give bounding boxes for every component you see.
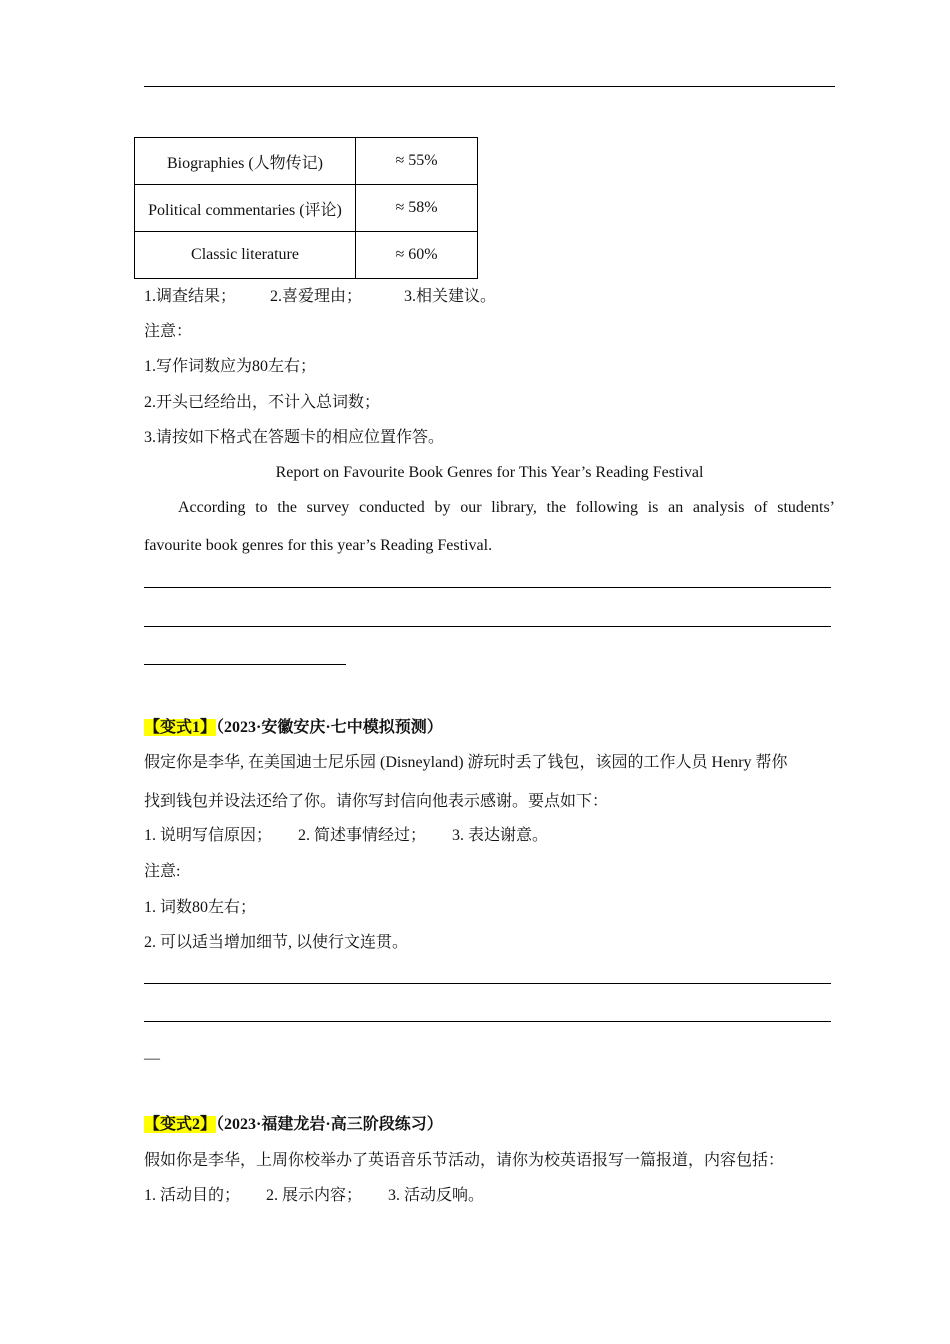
variant1-point: 3. 表达谢意。	[452, 827, 549, 844]
variant2-point: 2. 展示内容；	[266, 1187, 363, 1204]
variant2-point: 1. 活动目的；	[144, 1187, 241, 1204]
task1-note: 1.写作词数应为80左右；	[144, 358, 317, 375]
genre-table	[134, 137, 478, 279]
variant2-points	[144, 1186, 484, 1206]
genre-cell: Political commentaries (评论)	[135, 185, 356, 232]
answer-line	[144, 983, 831, 984]
answer-line	[144, 1021, 831, 1022]
percent-cell: ≈ 55%	[356, 138, 478, 185]
genre-cell: Biographies (人物传记)	[135, 138, 356, 185]
variant1-source: （2023·安徽安庆·七中模拟预测）	[216, 719, 443, 736]
variant2-source: （2023·福建龙岩·高三阶段练习）	[216, 1116, 443, 1133]
task1-point: 2.喜爱理由；	[270, 288, 363, 305]
task1-point: 3.相关建议。	[404, 288, 497, 305]
variant1-note: 1. 词数80左右；	[144, 899, 257, 916]
answer-line	[144, 587, 831, 588]
genre-cell: Classic literature	[135, 232, 356, 279]
variant1-notes-title: 注意:	[144, 863, 181, 880]
task1-point: 1.调查结果；	[144, 288, 237, 305]
percent-cell: ≈ 58%	[356, 185, 478, 232]
task1-points	[144, 287, 496, 307]
report-intro-line2: favourite book genres for this year’s Reading Festival.	[144, 537, 493, 554]
report-intro-line1: According to the survey conducted by our library, the following is an analysis of students’	[178, 499, 835, 516]
variant1-prompt-line1: 假定你是李华, 在美国迪士尼乐园 (Disneyland) 游玩时丢了钱包，该园的工作人员 Henry 帮你	[144, 754, 788, 771]
answer-dash: —	[144, 1050, 160, 1067]
task1-note: 2.开头已经给出，不计入总词数；	[144, 394, 381, 411]
variant1-heading	[144, 718, 443, 738]
variant2-point: 3. 活动反响。	[388, 1187, 485, 1204]
answer-line	[144, 626, 831, 627]
header-rule	[144, 86, 835, 87]
table-row	[135, 185, 478, 232]
variant1-point: 2. 简述事情经过；	[298, 827, 427, 844]
variant2-heading	[144, 1115, 443, 1135]
table-row	[135, 138, 478, 185]
variant1-points	[144, 826, 548, 846]
variant2-prompt-line1: 假如你是李华，上周你校举办了英语音乐节活动，请你为校英语报写一篇报道，内容包括：	[144, 1152, 785, 1169]
table-row	[135, 232, 478, 279]
variant1-point: 1. 说明写信原因；	[144, 827, 273, 844]
percent-cell: ≈ 60%	[356, 232, 478, 279]
report-title: Report on Favourite Book Genres for This Year’s Reading Festival	[275, 464, 704, 481]
variant1-prompt-line2: 找到钱包并设法还给了你。请你写封信向他表示感谢。要点如下：	[144, 793, 609, 810]
task1-notes-title: 注意：	[144, 323, 193, 340]
answer-line	[144, 664, 346, 665]
variant2-badge: 【变式2】	[144, 1116, 217, 1133]
variant1-badge: 【变式1】	[144, 719, 217, 736]
task1-note: 3.请按如下格式在答题卡的相应位置作答。	[144, 429, 445, 446]
variant1-note: 2. 可以适当增加细节, 以使行文连贯。	[144, 934, 409, 951]
